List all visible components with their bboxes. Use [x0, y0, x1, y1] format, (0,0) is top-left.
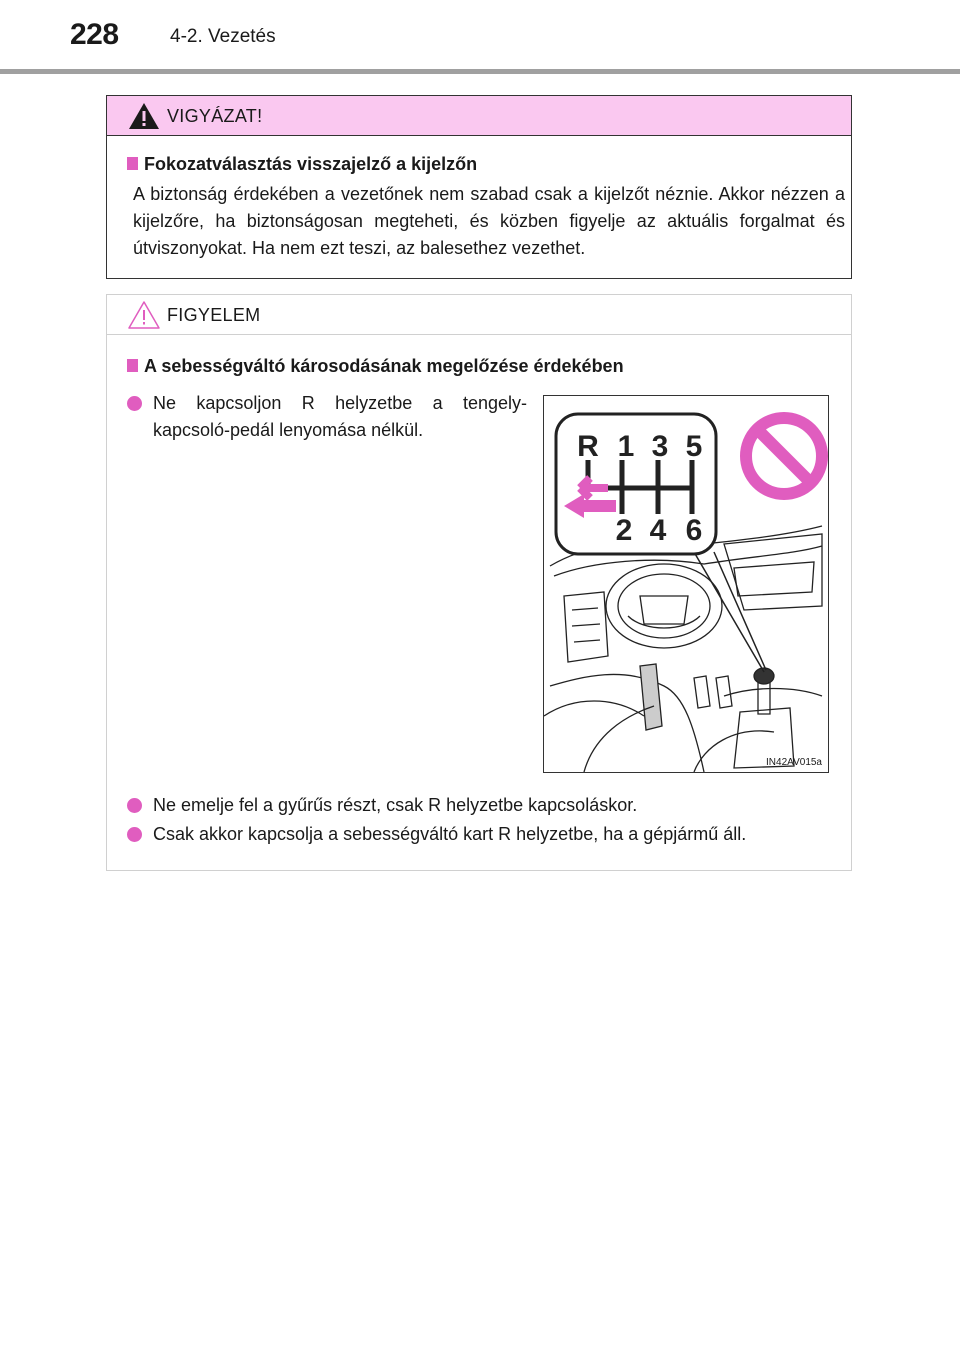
- warning-triangle-outline-icon: [127, 300, 161, 330]
- gear-label-4: 4: [649, 514, 667, 547]
- bullet-item-1: [127, 390, 527, 444]
- caution-text: A biztonság érdekében a vezetőnek nem szabad csak a kijelzőt néznie. Akkor nézzen a kijelzőre, ha biztonságosan megteheti, és közben figyelje az aktuális forgalmat és útviszonyokat. Ha nem ezt teszi, az balesethez vezethet.: [133, 184, 845, 258]
- bullet-dot-icon: [127, 396, 142, 411]
- notice-box: [106, 294, 852, 871]
- bullet-3-text: Csak akkor kapcsolja a sebességváltó kart R helyzetbe, ha a gépjármű áll.: [153, 824, 747, 844]
- gear-label-3: 3: [651, 430, 669, 463]
- notice-heading-text: A sebességváltó károsodásának megelőzése érdekében: [144, 356, 624, 376]
- page-number: 228: [70, 18, 119, 51]
- warning-triangle-icon: [127, 101, 161, 131]
- bullet-1-line-2: kapcsoló-pedál lenyomása nélkül.: [153, 420, 424, 440]
- square-bullet-icon: [127, 359, 138, 372]
- square-bullet-icon: [127, 157, 138, 170]
- gear-label-5: 5: [685, 430, 703, 463]
- gear-label-6: 6: [685, 514, 703, 547]
- prohibition-icon: [746, 418, 822, 494]
- caution-title: VIGYÁZAT!: [167, 106, 263, 126]
- bullet-item-3: [127, 821, 857, 848]
- section-title: 4-2. Vezetés: [170, 26, 276, 47]
- bullet-1-line-1: Ne kapcsoljon R helyzetbe a tengely-: [153, 393, 527, 413]
- caution-heading: [127, 154, 477, 175]
- notice-title: FIGYELEM: [167, 305, 261, 325]
- car-interior-sketch: [544, 526, 822, 772]
- bullet-dot-icon: [127, 827, 142, 842]
- gear-label-r: R: [577, 430, 599, 463]
- gear-label-1: 1: [617, 430, 635, 463]
- gear-shift-illustration: [543, 395, 829, 773]
- caution-heading-text: Fokozatválasztás visszajelző a kijelzőn: [144, 154, 478, 174]
- bullet-2-text: Ne emelje fel a gyűrűs részt, csak R helyzetbe kapcsoláskor.: [153, 795, 638, 815]
- bullet-dot-icon: [127, 798, 142, 813]
- gear-shift-drawing: [544, 396, 828, 772]
- caution-box: [106, 95, 852, 279]
- notice-heading: [127, 356, 624, 377]
- header-rule: [0, 69, 960, 74]
- notice-header: [107, 295, 851, 335]
- figure-code: IN42AV015a: [766, 757, 822, 768]
- caution-header: [107, 96, 851, 136]
- bullet-item-2: [127, 792, 847, 819]
- gear-label-2: 2: [615, 514, 633, 547]
